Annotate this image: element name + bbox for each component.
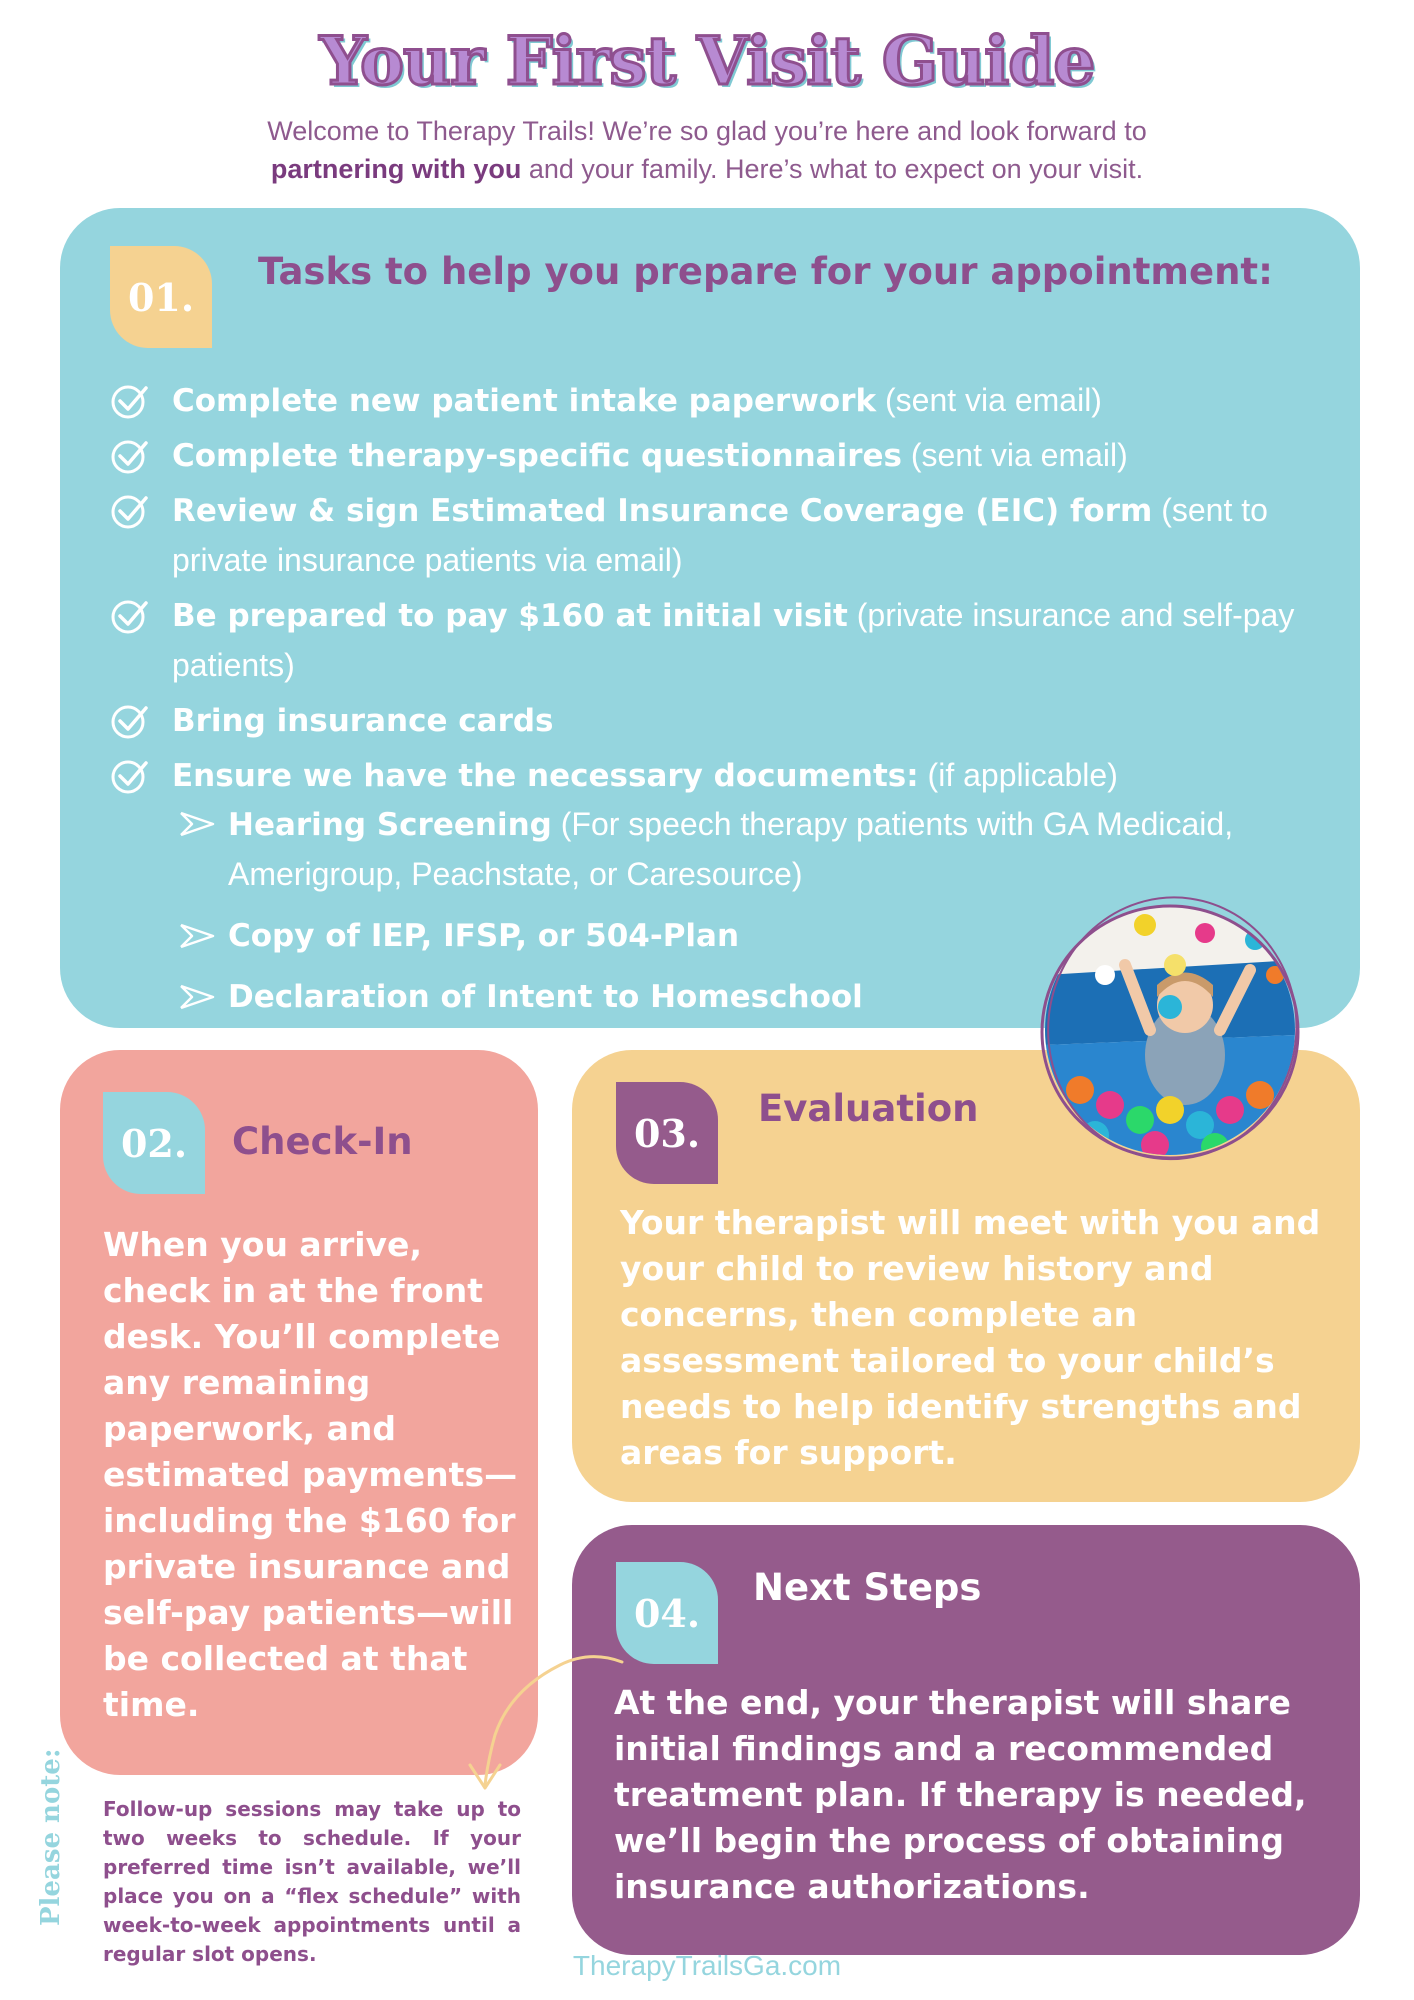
task-note: (sent via email) xyxy=(901,437,1128,473)
task-text: Be prepared to pay $160 at initial visit xyxy=(172,598,848,634)
photo-scribble-ring xyxy=(1035,895,1305,1165)
intro-line-2-rest: and your family. Here’s what to expect on your visit. xyxy=(521,154,1144,184)
please-note-label: Please note: xyxy=(36,1748,66,1926)
section-1-badge: 01. xyxy=(110,246,212,348)
task-item xyxy=(110,376,1340,426)
task-note: (sent to private insurance patients via email) xyxy=(172,492,1268,578)
task-text: Complete new patient intake paperwork xyxy=(172,383,877,419)
section-3-body: Your therapist will meet with you and your child to review history and concerns, then complete an assessment tailored to your child’s needs to help identify strengths and areas for support. xyxy=(620,1203,1321,1472)
check-circle-icon xyxy=(110,435,150,475)
task-note: (private insurance and self-pay patients) xyxy=(172,597,1295,683)
section-2-heading: Check-In xyxy=(232,1120,413,1163)
website-link[interactable]: TherapyTrailsGa.com xyxy=(572,1950,842,1981)
task-item xyxy=(110,696,1340,746)
check-circle-icon xyxy=(110,700,150,740)
section-1-heading: Tasks to help you prepare for your appointment: xyxy=(258,250,1273,293)
section-4-heading: Next Steps xyxy=(753,1566,982,1609)
section-2-body: When you arrive, check in at the front desk. You’ll complete any remaining paperwork, and estimated payments—including the $160 for private insurance and self-pay patients—will be collected at that time. xyxy=(103,1225,518,1724)
section-4-badge: 04. xyxy=(616,1562,718,1664)
document-text: Copy of IEP, IFSP, or 504-Plan xyxy=(228,918,740,954)
task-item xyxy=(110,486,1340,586)
check-circle-icon xyxy=(110,380,150,420)
document-item xyxy=(178,800,1348,900)
check-circle-icon xyxy=(110,755,150,795)
arrow-right-icon xyxy=(178,810,216,838)
check-circle-icon xyxy=(110,490,150,530)
check-circle-icon xyxy=(110,595,150,635)
task-item xyxy=(110,751,1340,801)
curly-arrow-icon xyxy=(440,1640,660,1800)
section-3-heading: Evaluation xyxy=(758,1087,979,1130)
section-2-badge: 02. xyxy=(103,1092,205,1194)
document-text: Hearing Screening xyxy=(228,807,552,843)
follow-up-note: Follow-up sessions may take up to two weeks to schedule. If your preferred time isn’t available, we’ll place you on a “flex schedule” with week-to-week appointments until a regular slot opens. xyxy=(103,1797,521,1966)
task-text: Complete therapy-specific questionnaires xyxy=(172,438,902,474)
task-note: (if applicable) xyxy=(918,757,1118,793)
task-text: Review & sign Estimated Insurance Coverage (EIC) form xyxy=(172,493,1153,529)
intro-text xyxy=(150,112,1264,188)
task-list xyxy=(110,376,1340,806)
arrow-right-icon xyxy=(178,922,216,950)
document-note: (For speech therapy patients with GA Medicaid, Amerigroup, Peachstate, or Caresource) xyxy=(228,806,1234,892)
task-item xyxy=(110,591,1340,691)
task-text: Ensure we have the necessary documents: xyxy=(172,758,919,794)
document-text: Declaration of Intent to Homeschool xyxy=(228,979,863,1015)
task-note: (sent via email) xyxy=(876,382,1102,418)
page-title: Your First Visit Guide xyxy=(319,22,1095,100)
arrow-right-icon xyxy=(178,983,216,1011)
intro-line-2 xyxy=(150,150,1264,188)
task-item xyxy=(110,431,1340,481)
intro-emphasis: partnering with you xyxy=(270,154,522,184)
task-text: Bring insurance cards xyxy=(172,703,554,739)
section-3-badge: 03. xyxy=(616,1082,718,1184)
section-4-body: At the end, your therapist will share initial findings and a recommended treatment plan. If therapy is needed, we’ll begin the process of obtaining insurance authorizations. xyxy=(614,1683,1307,1906)
intro-line-1: Welcome to Therapy Trails! We’re so glad you’re here and look forward to xyxy=(267,116,1147,146)
